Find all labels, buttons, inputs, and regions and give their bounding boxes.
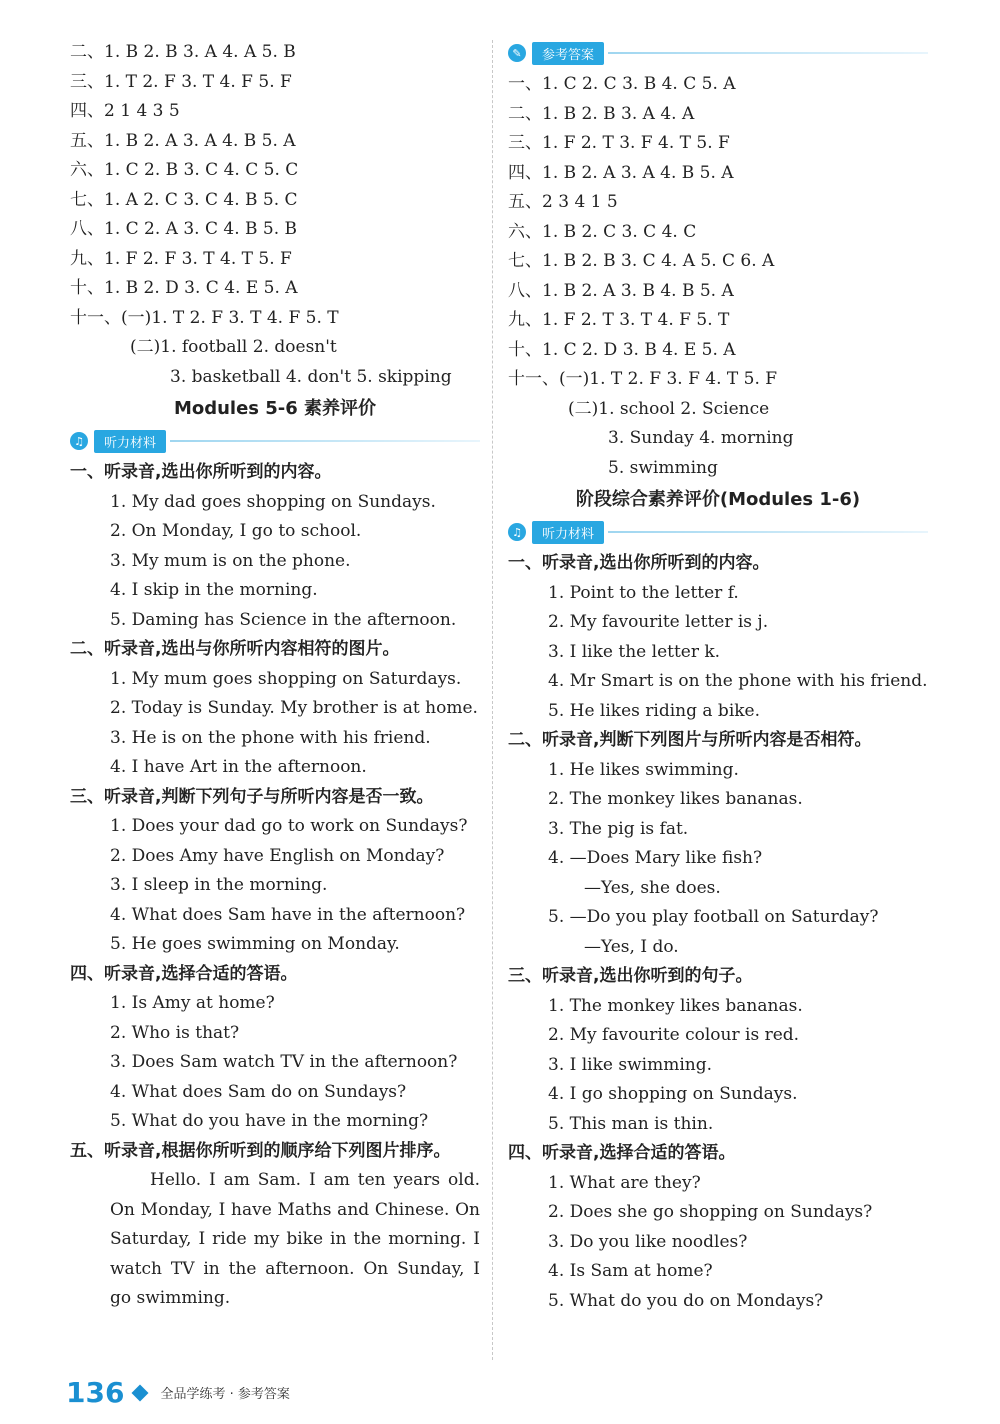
script-line: 2. The monkey likes bananas. [548, 789, 803, 809]
tag-label: 听力材料 [94, 430, 166, 453]
question-heading: 二、听录音,选出与你所听内容相符的图片。 [70, 639, 400, 659]
question-heading: 四、听录音,选择合适的答语。 [70, 963, 298, 984]
tag-label: 听力材料 [532, 521, 604, 544]
headphones-icon: ♫ [508, 523, 526, 541]
listening-tag [508, 519, 928, 545]
answer-subline: 3. Sunday 4. morning [608, 428, 794, 448]
script-line: 1. What are they? [548, 1172, 701, 1193]
answer-line: 三、1. F 2. T 3. F 4. T 5. F [508, 133, 730, 153]
tag-bar [608, 531, 928, 533]
script-line: 3. Do you like noodles? [548, 1231, 748, 1252]
script-line: 5. What do you have in the morning? [110, 1111, 429, 1131]
answer-line: 三、1. T 2. F 3. T 4. F 5. F [70, 71, 292, 92]
answer-line: 十一、(一)1. T 2. F 3. T 4. F 5. T [70, 307, 339, 328]
tag-bar [608, 52, 928, 54]
script-line: 5. Daming has Science in the afternoon. [110, 609, 457, 630]
script-line: 5. He likes riding a bike. [548, 700, 761, 721]
answer-subline: 5. swimming [608, 457, 718, 478]
script-line: 2. My favourite letter is j. [548, 612, 769, 632]
script-line: 4. I go shopping on Sundays. [548, 1084, 798, 1104]
diamond-icon [132, 1384, 149, 1401]
script-line: —Yes, I do. [584, 936, 679, 957]
answer-line: 八、1. C 2. A 3. C 4. B 5. B [70, 219, 298, 239]
page-footer [66, 1376, 290, 1409]
tag-bar [170, 440, 480, 442]
section-title: 阶段综合素养评价(Modules 1-6) [575, 489, 861, 510]
script-line: 2. On Monday, I go to school. [110, 521, 362, 541]
answer-line: 七、1. A 2. C 3. C 4. B 5. C [70, 189, 298, 210]
script-line: 5. This man is thin. [548, 1113, 714, 1134]
script-line: 3. He is on the phone with his friend. [110, 727, 431, 748]
question-heading: 一、听录音,选出你所听到的内容。 [508, 553, 770, 573]
answer-list-left [70, 38, 480, 392]
answer-line: 八、1. B 2. A 3. B 4. B 5. A [508, 280, 734, 301]
script-paragraph: Hello. I am Sam. I am ten years old. On Monday, I have Maths and Chinese. On Saturday, I ride my bike in the morning. I watch TV in the afternoon. On Sunday, I go swimming. [110, 1170, 480, 1308]
tag-label: 参考答案 [532, 42, 604, 65]
answer-line: 一、1. C 2. C 3. B 4. C 5. A [508, 74, 736, 94]
answer-line: 十一、(一)1. T 2. F 3. F 4. T 5. F [508, 369, 778, 389]
script-line: 2. Does Amy have English on Monday? [110, 845, 445, 866]
answer-subline: (二)1. football 2. doesn't [130, 337, 337, 357]
question-heading: 三、听录音,判断下列句子与所听内容是否一致。 [70, 786, 434, 807]
column-divider [492, 40, 493, 1360]
script-line: 2. Who is that? [110, 1022, 240, 1043]
section-title: Modules 5-6 素养评价 [173, 398, 377, 419]
script-line: 2. Does she go shopping on Sundays? [548, 1202, 873, 1222]
script-line: 4. Mr Smart is on the phone with his friend. [548, 671, 928, 691]
answer-line: 四、2 1 4 3 5 [70, 101, 180, 121]
script-line: 1. My mum goes shopping on Saturdays. [110, 668, 462, 689]
script-line: 2. My favourite colour is red. [548, 1025, 800, 1045]
left-column [70, 38, 480, 1314]
question-heading: 一、听录音,选出你所听到的内容。 [70, 462, 332, 482]
listening-tag [70, 428, 480, 454]
script-line: 3. My mum is on the phone. [110, 550, 351, 571]
answer-line: 二、1. B 2. B 3. A 4. A 5. B [70, 42, 296, 62]
page-number: 136 [66, 1376, 125, 1409]
answer-line: 二、1. B 2. B 3. A 4. A [508, 103, 695, 124]
script-line: 3. The pig is fat. [548, 818, 689, 839]
script-line: 1. My dad goes shopping on Sundays. [110, 491, 436, 512]
headphones-icon: ♫ [70, 432, 88, 450]
answer-line: 九、1. F 2. T 3. T 4. F 5. T [508, 310, 730, 330]
script-line: 2. Today is Sunday. My brother is at home. [110, 698, 478, 718]
answer-line: 十、1. C 2. D 3. B 4. E 5. A [508, 339, 736, 360]
answer-subline: (二)1. school 2. Science [568, 398, 770, 419]
script-line: 4. Is Sam at home? [548, 1261, 713, 1281]
answer-line: 六、1. B 2. C 3. C 4. C [508, 221, 697, 242]
script-line: 5. What do you do on Mondays? [548, 1290, 824, 1311]
script-line: —Yes, she does. [584, 877, 721, 898]
script-line: 1. He likes swimming. [548, 759, 739, 780]
script-line: 1. Point to the letter f. [548, 582, 739, 603]
script-line: 3. I like the letter k. [548, 641, 721, 662]
script-line: 4. What does Sam do on Sundays? [110, 1081, 407, 1102]
script-line: 3. Does Sam watch TV in the afternoon? [110, 1052, 458, 1072]
script-line: 1. Is Amy at home? [110, 993, 275, 1013]
script-line: 3. I like swimming. [548, 1054, 713, 1075]
script-line: 1. Does your dad go to work on Sundays? [110, 816, 468, 836]
question-heading: 五、听录音,根据你所听到的顺序给下列图片排序。 [70, 1140, 451, 1161]
answer-line: 五、1. B 2. A 3. A 4. B 5. A [70, 130, 296, 151]
answer-line: 六、1. C 2. B 3. C 4. C 5. C [70, 160, 299, 180]
script-line: 5. —Do you play football on Saturday? [548, 907, 879, 927]
script-line: 4. I have Art in the afternoon. [110, 757, 367, 777]
answer-list-right [508, 70, 928, 483]
script-line: 3. I sleep in the morning. [110, 875, 328, 895]
answer-subline: 3. basketball 4. don't 5. skipping [170, 366, 452, 387]
script-line: 1. The monkey likes bananas. [548, 995, 803, 1016]
script-line: 4. What does Sam have in the afternoon? [110, 904, 466, 925]
answer-line: 五、2 3 4 1 5 [508, 192, 618, 212]
question-heading: 三、听录音,选出你听到的句子。 [508, 966, 753, 986]
answer-line: 十、1. B 2. D 3. C 4. E 5. A [70, 278, 298, 298]
key-icon: ✎ [508, 44, 526, 62]
answer-line: 四、1. B 2. A 3. A 4. B 5. A [508, 162, 734, 183]
script-line: 5. He goes swimming on Monday. [110, 934, 400, 954]
question-heading: 二、听录音,判断下列图片与所听内容是否相符。 [508, 730, 872, 750]
answer-line: 七、1. B 2. B 3. C 4. A 5. C 6. A [508, 251, 775, 271]
script-line: 4. —Does Mary like fish? [548, 848, 763, 868]
answers-tag [508, 40, 928, 66]
question-heading: 四、听录音,选择合适的答语。 [508, 1143, 736, 1163]
footer-text: 全品学练考 · 参考答案 [160, 1387, 290, 1402]
answer-line: 九、1. F 2. F 3. T 4. T 5. F [70, 248, 292, 269]
script-line: 4. I skip in the morning. [110, 580, 318, 600]
right-column [508, 38, 928, 1316]
